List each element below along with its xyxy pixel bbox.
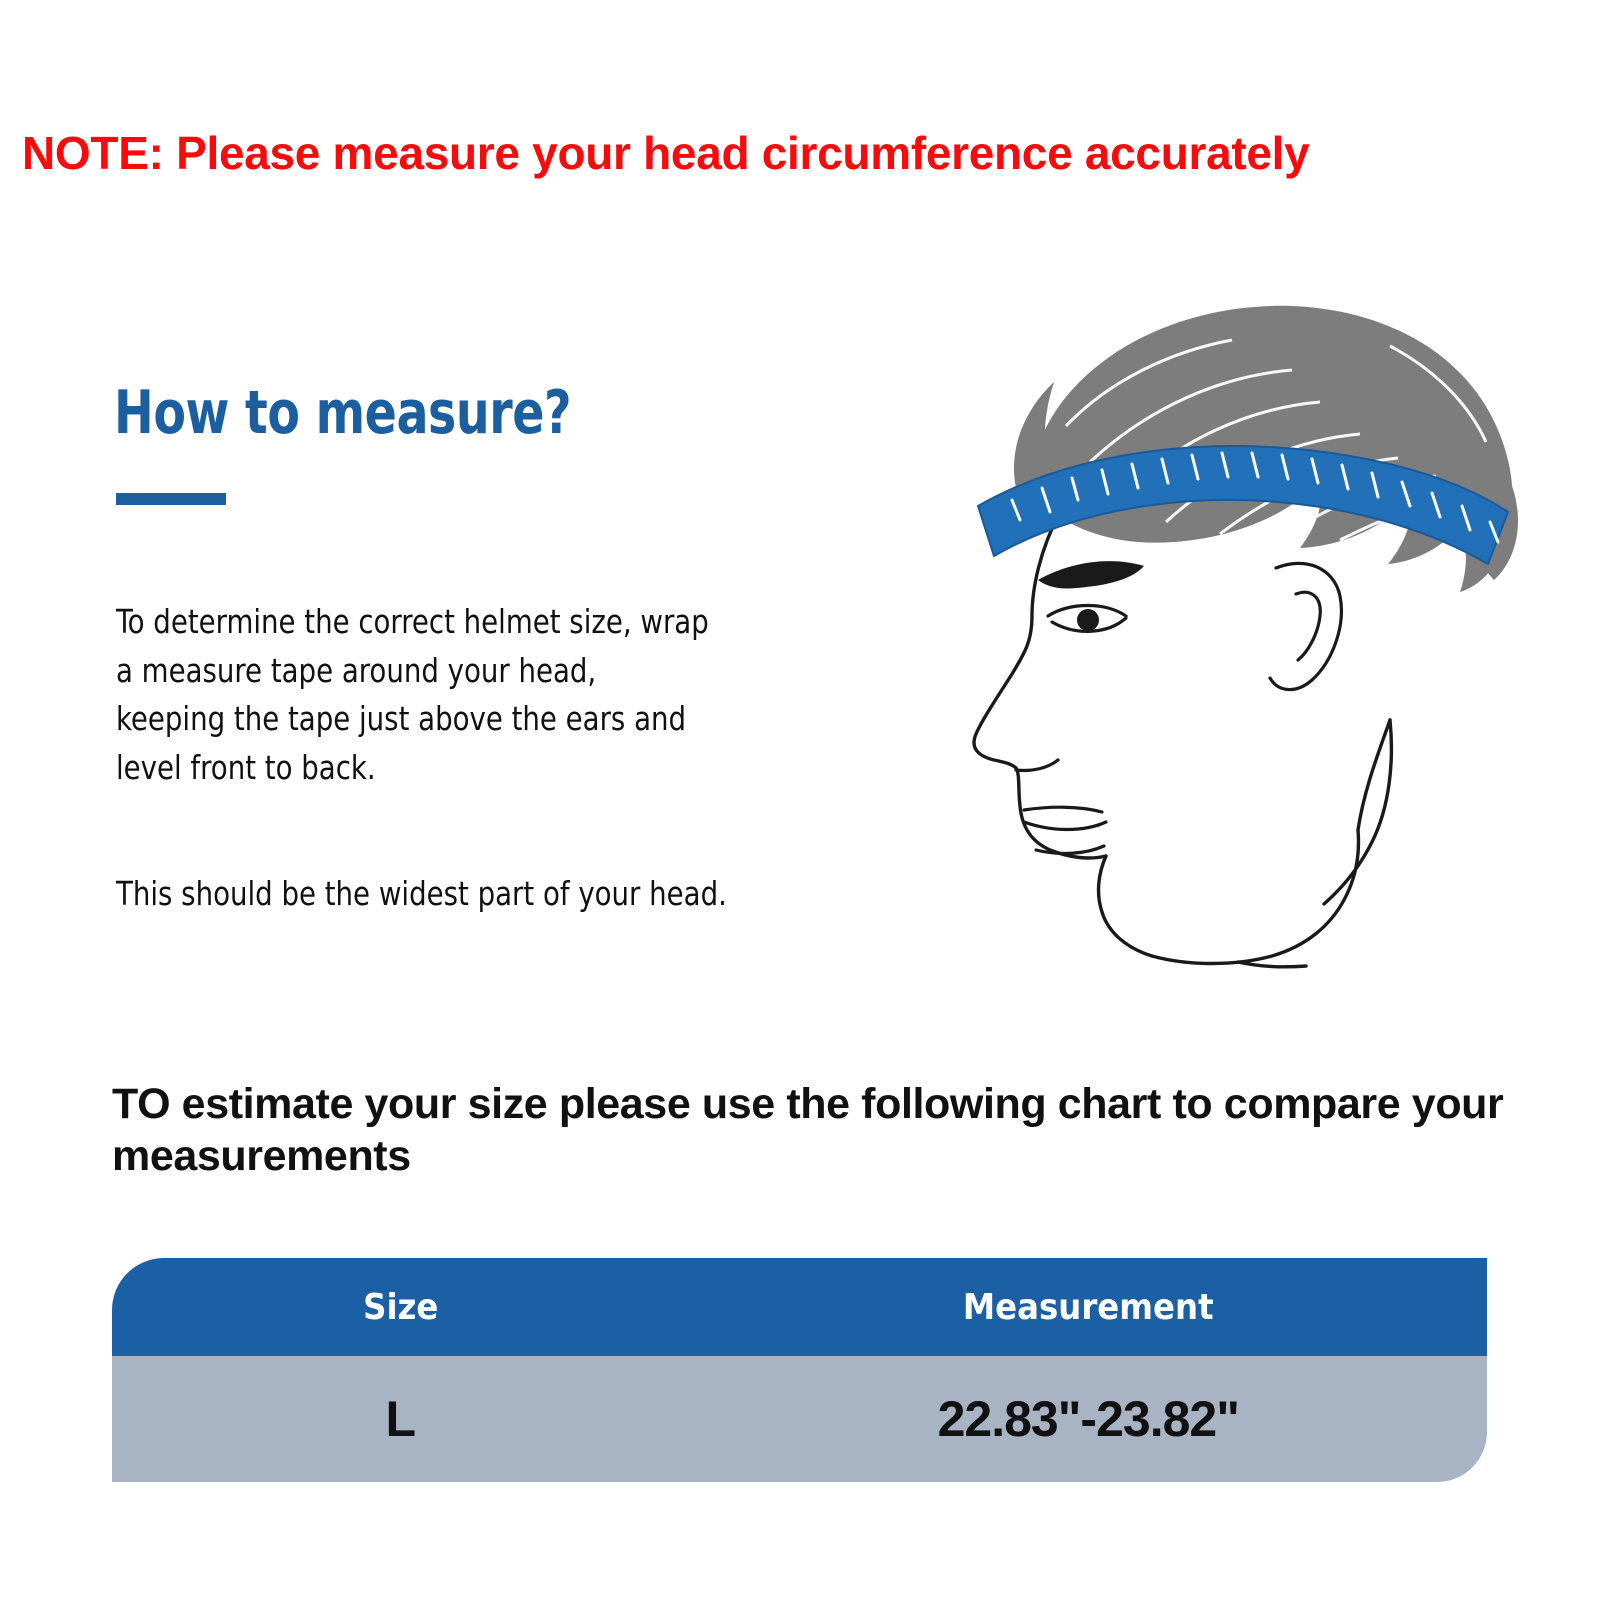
facial-features (1016, 760, 1106, 853)
table-header-row (112, 1258, 1487, 1356)
instruction-paragraph-1: To determine the correct helmet size, wrap a measure tape around your head, keeping the tape just above the ears and level front to back. (116, 602, 709, 787)
instruction-paragraph-2: This should be the widest part of your head. (116, 874, 727, 913)
neck-shoulder (1238, 720, 1391, 967)
note-banner: NOTE: Please measure your head circumference accurately (22, 127, 1310, 179)
face-outline (974, 512, 1390, 964)
column-header-size: Size (363, 1286, 439, 1328)
chart-intro-text: TO estimate your size please use the following chart to compare your measurements (112, 1080, 1504, 1181)
title-underline-divider (116, 493, 226, 505)
table-row (112, 1356, 1487, 1482)
eye-pupil (1077, 609, 1099, 631)
eyebrow (1038, 561, 1144, 588)
cell-measurement-value: 22.83"-23.82" (937, 1391, 1239, 1447)
head-measurement-illustration (920, 250, 1540, 970)
page-title: How to measure? (114, 378, 572, 448)
size-chart-table (112, 1258, 1487, 1482)
column-header-measurement: Measurement (962, 1286, 1214, 1328)
cell-size-value: L (385, 1391, 417, 1447)
ear (1270, 563, 1341, 689)
